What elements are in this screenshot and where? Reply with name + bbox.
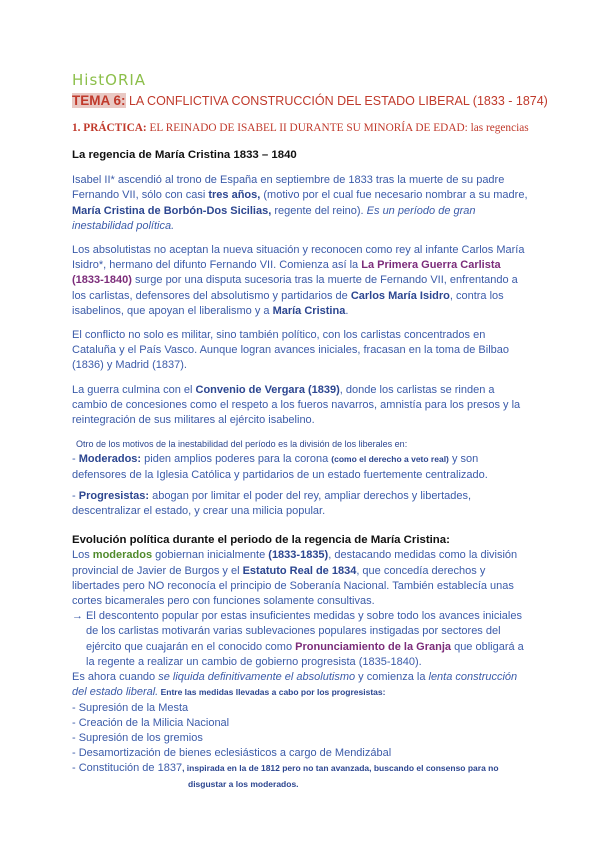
text-run: , contra los isabelinos, que apoyan el liberalismo y a [72, 289, 504, 317]
bold-run: (1833-1835) [268, 549, 329, 562]
text-run: y son defensores de la Iglesia Católica y partidarios de un estado fuertemente centralizado. [72, 453, 488, 481]
medidas-list [72, 701, 528, 792]
arrow-item-descontento [72, 609, 528, 670]
text-run: . [345, 304, 349, 317]
list-item: - Creación de la Milicia Nacional [72, 716, 230, 729]
list-item: - Desamortización de bienes eclesiásticos a cargo de Mendizábal [72, 747, 392, 760]
text-run: Isabel II* ascendió al trono de España en septiembre de 1833 tras la muerte de su padre Fernando VII, sólo con casi [72, 174, 505, 202]
arrow-right-icon: → [72, 610, 83, 623]
paragraph-moderados-gobiernan [72, 548, 528, 609]
text-run: - [72, 453, 79, 466]
practica-text: EL REINADO DE ISABEL II DURANTE SU MINORÍA DE EDAD: las regencias [146, 122, 529, 134]
tema-label: TEMA 6: [72, 93, 126, 108]
bold-run: tres años, [208, 189, 261, 202]
text-run: gobiernan inicialmente [152, 549, 269, 562]
tema-title-text: LA CONFLICTIVA CONSTRUCCIÓN DEL ESTADO LIBERAL (1833 - 1874) [125, 94, 548, 108]
list-item-constitucion [72, 761, 528, 776]
italic-run: se liquida definitivamente el absolutismo [158, 671, 356, 684]
text-run: La guerra culmina con el [72, 383, 196, 396]
bold-run: La Primera Guerra Carlista (1833-1840) [72, 259, 501, 287]
text-run: , que concedía derechos y libertades pero NO reconocía el principio de Soberanía Nacional. También establecía unas cortes bicamerales pero con funciones solamente consultivas. [72, 564, 514, 608]
text-run: y comienza la [355, 671, 429, 684]
bold-run: Carlos María Isidro [350, 289, 450, 302]
text-run: surge por una disputa sucesoria tras la muerte de Fernando VII, enfrentando a los carlistas, defensores del absolutismo y partidarios de [72, 274, 518, 302]
text-run: abogan por limitar el poder del rey, ampliar derechos y libertades, descentralizar el estado, y crear una milicia popular. [72, 489, 472, 518]
text-run: , destacando medidas como la división provincial de Javier de Burgos y el [72, 549, 518, 577]
bold-run: moderados [92, 549, 153, 562]
list-item: - Supresión de la Mesta [72, 701, 189, 714]
practica-heading [72, 122, 529, 134]
paragraph-isabel [72, 173, 528, 234]
bold-run: Moderados: [78, 453, 142, 466]
text-run: El descontento popular por estas insuficientes medidas y sobre todo los avances iniciales de los carlistas motivarán varias sublevaciones populares instigadas por sectores del ejército que cuajarán en el conocido como [86, 610, 522, 653]
paragraph-vergara [72, 383, 528, 429]
text-run: regente del reino). [271, 204, 367, 217]
paragraph-absolutistas [72, 243, 528, 319]
paragraph-liquida [72, 670, 528, 700]
section-heading-regencia: La regencia de María Cristina 1833 – 1840 [72, 149, 297, 161]
item-moderados [72, 452, 528, 482]
text-run: que obligará a la regente a realizar un cambio de gobierno progresista (1835-1840). [86, 640, 524, 668]
italic-run: Es un período de gran inestabilidad política. [72, 204, 476, 232]
bold-run: Estatuto Real de 1834 [242, 564, 357, 577]
bold-run: Progresistas: [78, 489, 150, 502]
item-progresistas [72, 489, 528, 519]
historia-logo: HistORIA [72, 71, 147, 89]
paragraph-conflicto: El conflicto no solo es militar, sino también político, con los carlistas concentrados en Cataluña y el País Vasco. Aunque logran avances iniciales, fracasan en la toma de Bilbao (1836) y Madrid (1837). [72, 329, 510, 372]
practica-label: 1. PRÁCTICA: [72, 122, 147, 134]
small-run: , inspirada en la de 1812 pero no tan avanzada, buscando el consenso para no [182, 763, 499, 774]
note-division-liberales: Otro de los motivos de la inestabilidad del período es la división de los liberales en: [76, 439, 408, 450]
text-run: (motivo por el cual fue necesario nombrar a su madre, [260, 189, 528, 202]
bold-run: María Cristina [272, 304, 346, 317]
small-run: (como el derecho a veto real) [331, 454, 449, 465]
bold-run: Convenio de Vergara (1839) [195, 383, 340, 396]
document-body [72, 148, 528, 792]
text-run: Es ahora cuando [72, 671, 159, 684]
text-run: - Constitución de 1837 [72, 762, 183, 775]
tema-title [72, 93, 548, 108]
list-item-constitucion-tail: disgustar a los moderados. [188, 778, 299, 789]
arrow-item-text [86, 609, 528, 670]
text-run: , donde los carlistas se rinden a cambio de concesiones como el respeto a los fueros navarros, amnistía para los presos y la reintegración de sus militares al ejército isabelino. [72, 383, 521, 427]
text-run: Los [72, 549, 93, 562]
text-run: - [72, 489, 79, 502]
section-heading-evolucion: Evolución política durante el periodo de la regencia de María Cristina: [72, 534, 450, 547]
italic-run: lenta construcción del estado liberal. [72, 671, 518, 699]
bold-run: María Cristina de Borbón-Dos Sicilias, [72, 204, 272, 217]
text-run: piden amplios poderes para la corona [141, 453, 332, 466]
small-run: Entre las medidas llevadas a cabo por los progresistas: [158, 687, 386, 698]
text-run: Los absolutistas no aceptan la nueva situación y reconocen como rey al infante Carlos María Isidro*, hermano del difunto Fernando VII. Comienza así la [72, 244, 525, 272]
bold-run: Pronunciamiento de la Granja [295, 640, 452, 653]
list-item: - Supresión de los gremios [72, 731, 203, 744]
